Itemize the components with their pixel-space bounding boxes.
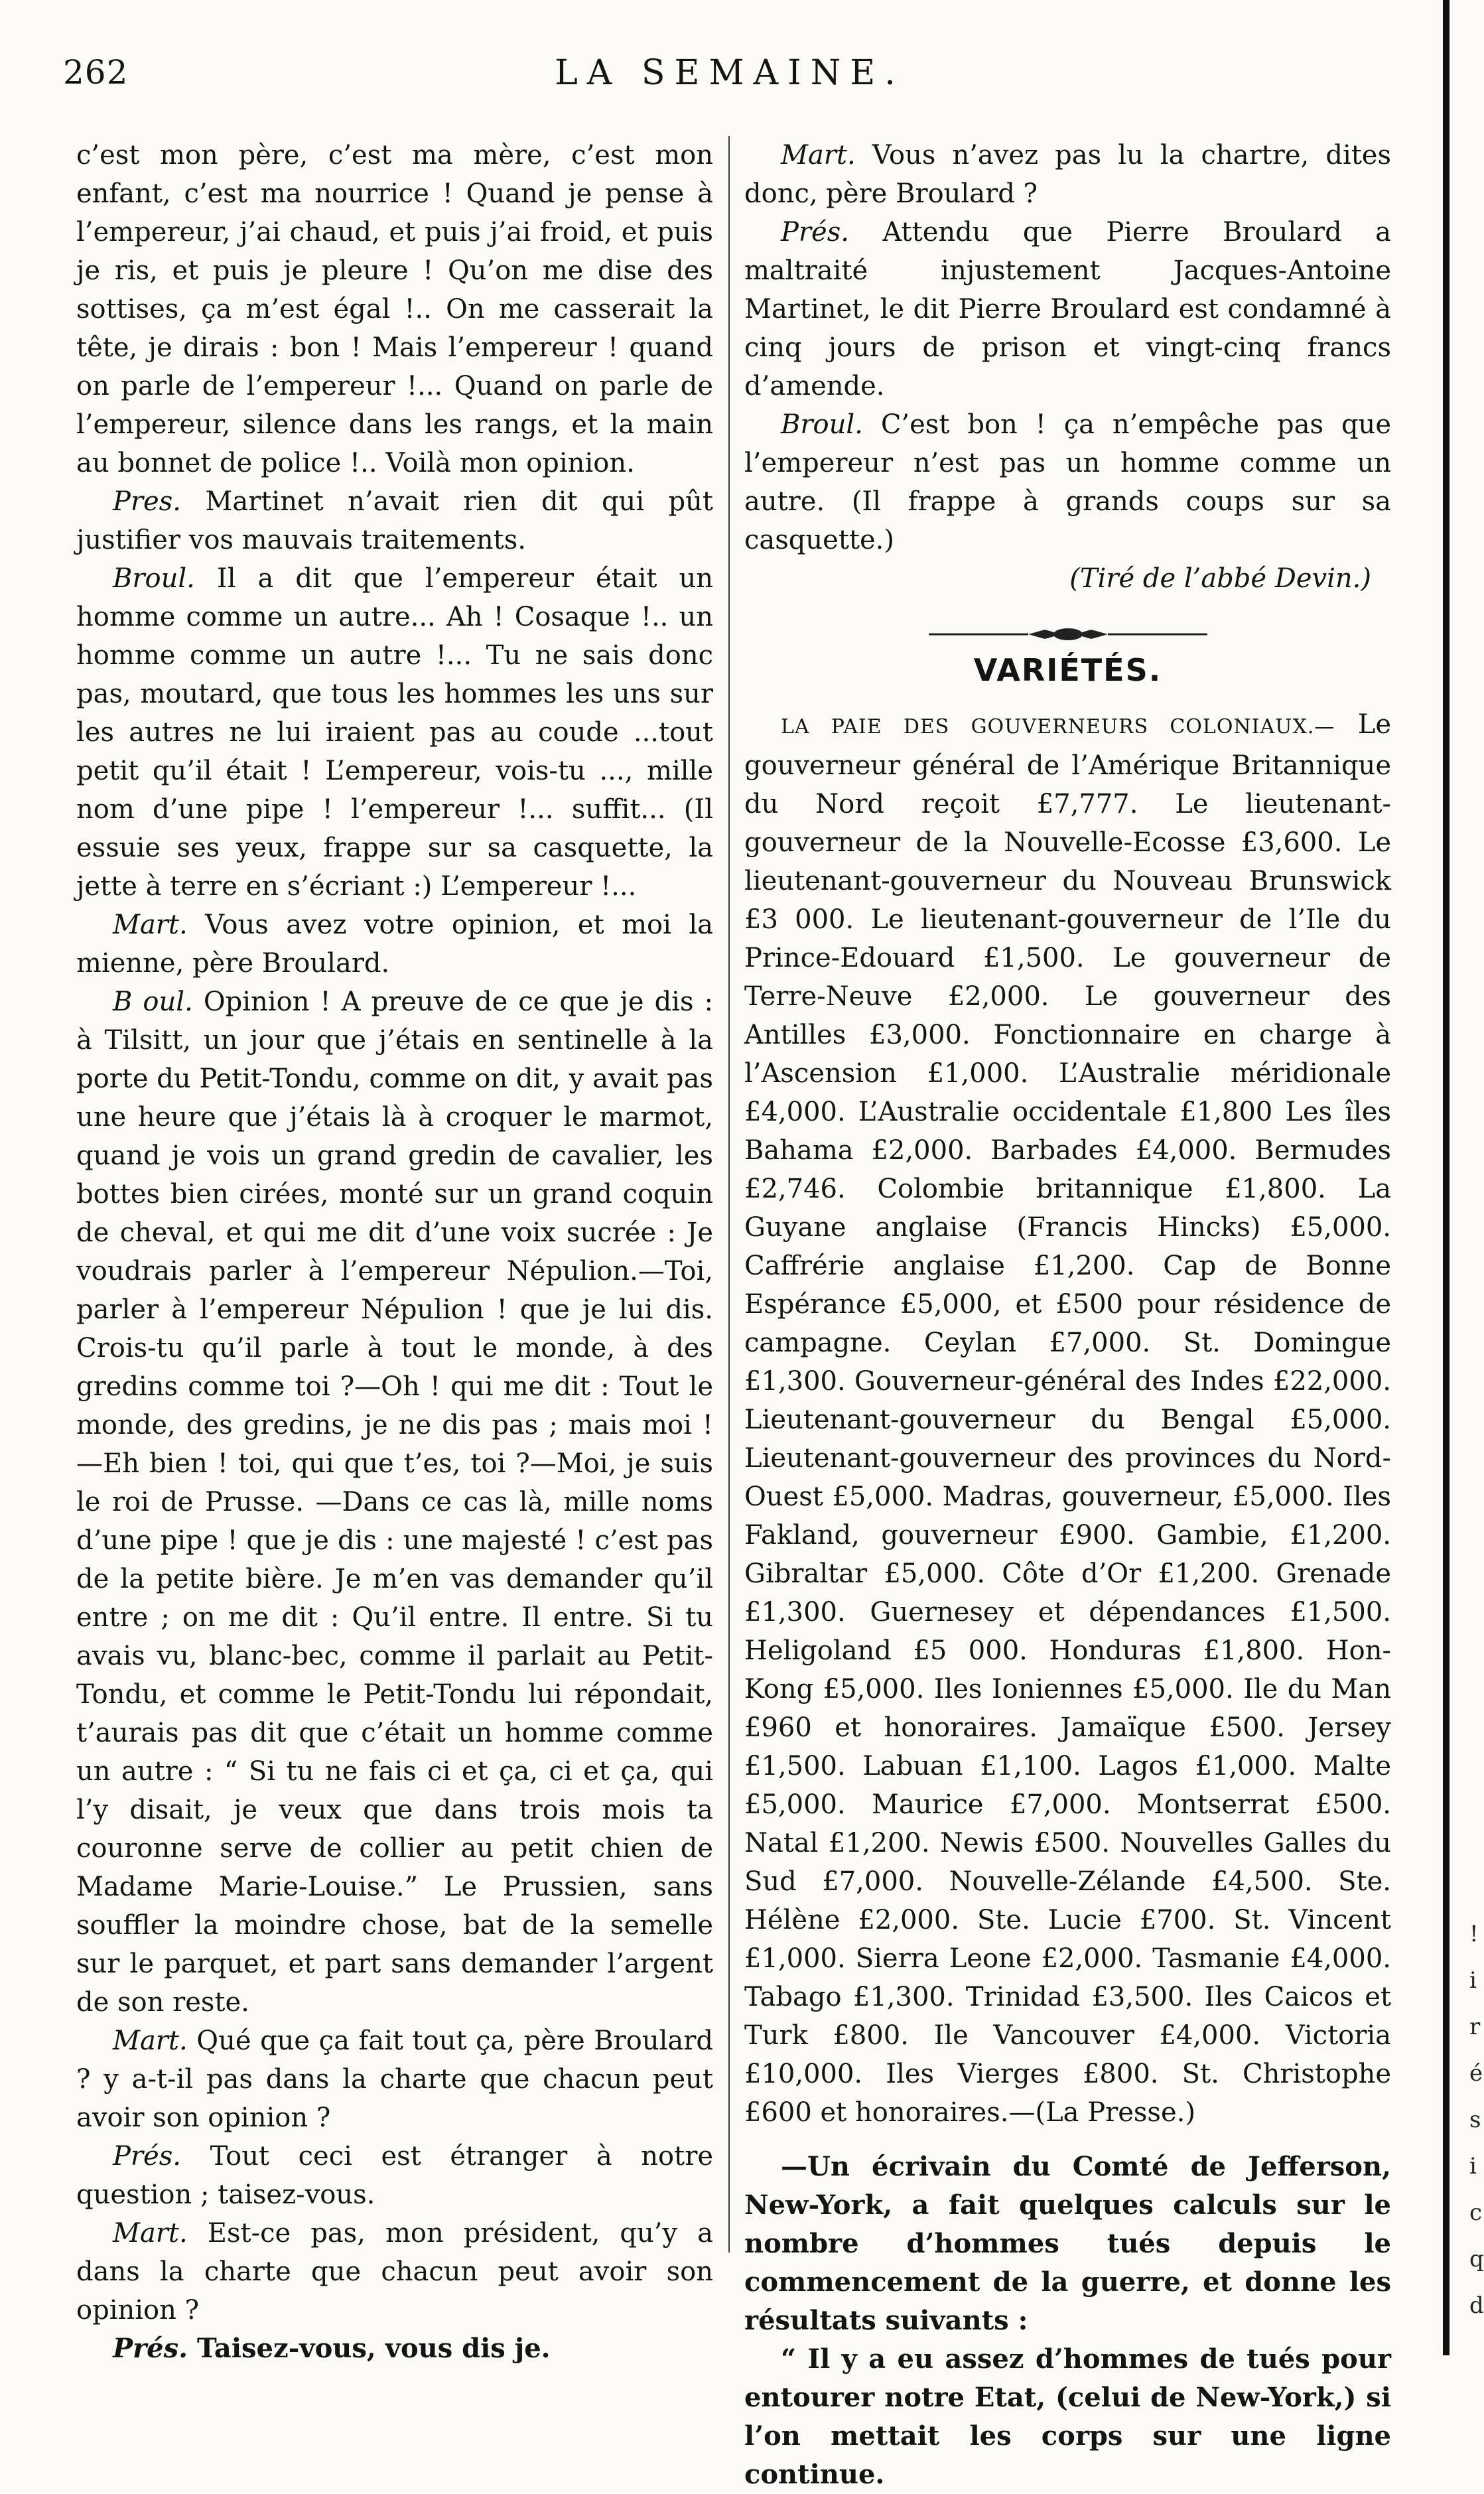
article-paragraph: —Un écrivain du Comté de Jefferson, New-York, a fait quelques calculs sur le nombre d’hommes tués depuis le commencement de la guerre, et donne les résultats suivants : (744, 2151, 1391, 2336)
margin-char: i (1469, 2153, 1477, 2180)
page-edge-bar (1443, 0, 1450, 2355)
paragraph-text: c’est mon père, c’est ma mère, c’est mon enfant, c’est ma nourrice ! Quand je pense à l’empereur, j’ai chaud, et puis j’ai froid, et puis je ris, et puis je pleure ! Qu’on me dise des sottises, ça m’est égal !.. On me casserait la tête, je dirais : bon ! Mais l’empereur ! quand on parle de l’empereur !... Quand on parle de l’empereur, silence dans les rangs, et la main au bonnet de police !.. Voilà mon opinion. (76, 140, 713, 478)
margin-char: r (1469, 2014, 1481, 2040)
right-column (744, 136, 1391, 2494)
margin-char: d (1469, 2292, 1484, 2319)
paragraph (76, 482, 713, 559)
paragraph (744, 405, 1391, 559)
article-paragraph: “ Il y a eu assez d’hommes de tués pour entourer notre Etat, (celui de New-York,) si l’on mettait les corps sur une ligne continue. (744, 2343, 1391, 2490)
paragraph-text: Qué que ça fait tout ça, père Broulard ? y a-t-il pas dans la charte que chacun peut avoir son opinion ? (76, 2026, 713, 2133)
speaker-label: Mart. (113, 2026, 188, 2056)
paragraph-text: Il a dit que l’empereur était un homme comme un autre... Ah ! Cosaque !.. un homme comme un autre !... Tu ne sais donc pas, moutard, que tous les hommes les uns sur les autres ne lui iraient pas au coude ...tout petit qu’il était ! L’empereur, vois-tu ..., mille nom d’une pipe ! l’empereur !... suffit... (Il essuie ses yeux, frappe sur sa casquette, la jette à terre en s’écriant :) L’empereur !... (76, 563, 714, 902)
running-title: LA SEMAINE. (555, 53, 905, 93)
paragraph-text: Opinion ! A preuve de ce que je dis : à Tilsitt, un jour que j’étais en sentinelle à la porte du Petit-Tondu, comme on dit, y avait pas une heure que j’étais là à croquer le marmot, quand je vois un grand gredin de cavalier, les bottes bien cirées, monté sur un grand coquin de cheval, et qui me dit d’une voix sucrée : Je voudrais parler à l’empereur Népulion.—Toi, parler à l’empereur Népulion ! que je lui dis. Crois-tu qu’il parle à tout le monde, à des gredins comme toi ?—Oh ! qui me dit : Tout le monde, des gredins, je ne dis pas ; mais moi !—Eh bien ! toi, qui que t’es, toi ?—Moi, je suis le roi de Prusse. —Dans ce cas là, mille noms d’une pipe ! que je dis : une majesté ! c’est pas de la petite bière. Je m’en vas demander qu’il entre ; on me dit : Qu’il entre. Il entre. Si tu avais vu, blanc-bec, comme il parlait au Petit-Tondu, et comme le Petit-Tondu lui répondait, t’aurais pas dit que c’était un homme comme un autre : “ Si tu ne fais ci et ça, ci et ça, qui l’y disait, je veux que dans trois mois ta couronne serve de collier au petit chien de Madame Marie-Louise.” Le Prussien, sans souffler la moindre chose, bat de la semelle sur le parquet, et part sans demander l’argent de son reste. (76, 987, 714, 2018)
paragraph (76, 906, 713, 983)
page-header (63, 53, 1396, 100)
paragraph (76, 2022, 713, 2137)
paragraph (76, 983, 713, 2022)
paragraph (744, 213, 1391, 405)
paragraph-text: Attendu que Pierre Broulard a maltraité injustement Jacques-Antoine Martinet, le dit Pierre Broulard est condamné à cinq jours de prison et vingt-cinq francs d’amende. (744, 217, 1391, 401)
paragraph-text: Martinet n’avait rien dit qui pût justifier vos mauvais traitements. (76, 486, 713, 555)
speaker-label: Broul. (781, 409, 863, 440)
left-column (76, 136, 713, 2368)
margin-char: c (1469, 2199, 1483, 2226)
paragraph (744, 136, 1391, 213)
margin-char: é (1469, 2060, 1483, 2087)
speaker-label: Mart. (113, 2218, 188, 2249)
paragraph-text: Vous avez votre opinion, et moi la mienne, père Broulard. (76, 910, 713, 979)
column-rule (728, 136, 730, 2252)
margin-char: ! (1469, 1921, 1479, 1947)
paragraph (76, 559, 713, 906)
article-body: Le gouverneur général de l’Amérique Britannique du Nord reçoit £7,777. Le lieutenant-gouverneur de la Nouvelle-Ecosse £3,600. Le lieutenant-gouverneur du Nouveau Brunswick £3 000. Le lieutenant-gouverneur de l’Ile du Prince-Edouard £1,500. Le gouverneur de Terre-Neuve £2,000. Le gouverneur des Antilles £3,000. Fonctionnaire en charge à l’Ascension £1,000. L’Australie méridionale £4,000. L’Australie occidentale £1,800 Les îles Bahama £2,000. Barbades £4,000. Bermudes £2,746. Colombie britannique £1,800. La Guyane anglaise (Francis Hincks) £5,000. Caffrérie anglaise £1,200. Cap de Bonne Espérance £5,000, et £500 pour résidence de campagne. Ceylan £7,000. St. Domingue £1,300. Gouverneur-général des Indes £22,000. Lieutenant-gouverneur du Bengal £5,000. Lieutenant-gouverneur des provinces du Nord-Ouest £5,000. Madras, gouverneur, £5,000. Iles Fakland, gouverneur £900. Gambie, £1,200. Gibraltar £5,000. Côte d’Or £1,200. Grenade £1,300. Guernesey et dépendances £1,500. Heligoland £5 000. Honduras £1,800. Hon-Kong £5,000. Iles Ioniennes £5,000. Ile du Man £960 et honoraires. Jamaïque £500. Jersey £1,500. Labuan £1,100. Lagos £1,000. Malte £5,000. Maurice £7,000. Montserrat £500. Natal £1,200. Newis £500. Nouvelles Galles du Sud £7,000. Nouvelle-Zélande £4,500. Ste. Hélène £2,000. Ste. Lucie £700. St. Vincent £1,000. Sierra Leone £2,000. Tasmanie £4,000. Tabago £1,300. Trinidad £3,500. Iles Caicos et Turk £800. Ile Vancouver £4,000. Victoria £10,000. Iles Vierges £800. St. Christophe £600 et honoraires.—(La Presse.) (744, 709, 1391, 2128)
ornamental-divider (929, 624, 1207, 644)
paragraph-text: Taisez-vous, vous dis je. (196, 2333, 551, 2364)
paragraph (76, 2214, 713, 2329)
paragraph (76, 2137, 713, 2214)
margin-char: q (1469, 2246, 1484, 2272)
paragraph-text: Tout ceci est étranger à notre question ; taisez-vous. (76, 2141, 714, 2210)
speaker-label: Mart. (113, 910, 188, 940)
speaker-label: Mart. (781, 140, 856, 171)
page-number: 262 (63, 53, 129, 92)
source-citation: (Tiré de l’abbé Devin.) (1069, 563, 1371, 594)
speaker-label: Broul. (113, 563, 195, 594)
paragraph-text: Vous n’avez pas lu la chartre, dites donc, père Broulard ? (744, 140, 1392, 209)
article-lead: LA PAIE DES GOUVERNEURS COLONIAUX.— (781, 715, 1335, 738)
speaker-label: Prés. (113, 2333, 188, 2364)
paragraph-text: C’est bon ! ça n’empêche pas que l’empereur n’est pas un homme comme un autre. (Il frappe à grands coups sur sa casquette.) (744, 409, 1391, 555)
margin-char: s (1469, 2107, 1481, 2133)
margin-characters (1469, 1911, 1483, 2329)
margin-char: i (1469, 1967, 1477, 1994)
paragraph-text: Est-ce pas, mon président, qu’y a dans la charte que chacun peut avoir son opinion ? (76, 2218, 713, 2325)
speaker-label: Prés. (113, 2141, 181, 2172)
speaker-label: B oul. (113, 987, 193, 1017)
paragraph (76, 2329, 713, 2368)
speaker-label: Prés. (781, 217, 849, 247)
paragraph (76, 136, 713, 482)
article-paragraph (744, 705, 1391, 2132)
section-title: VARIÉTÉS. (973, 652, 1162, 688)
speaker-label: Pres. (113, 486, 181, 517)
